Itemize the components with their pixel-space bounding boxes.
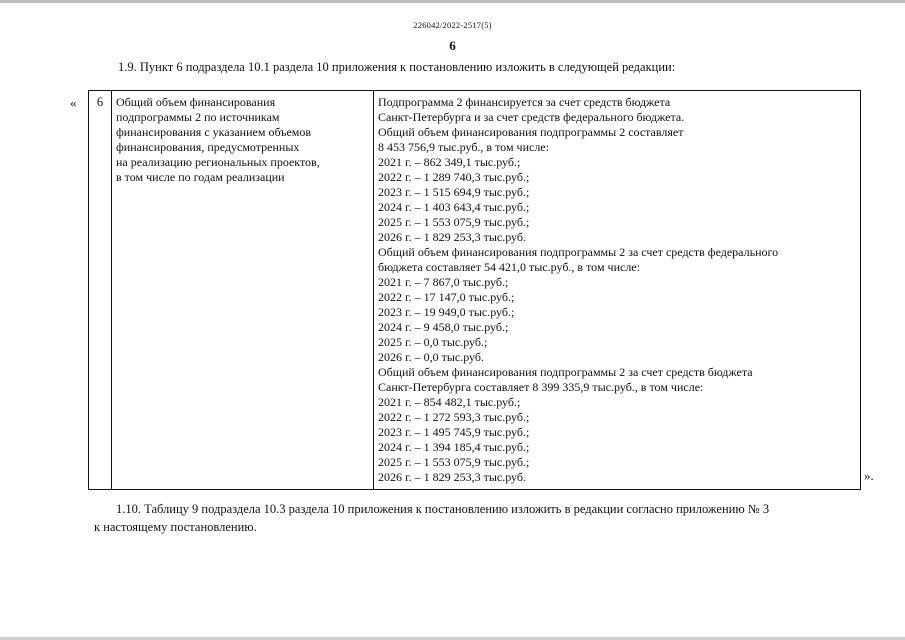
content-line: 2025 г. – 1 553 075,9 тыс.руб.; [378, 215, 530, 229]
page-number: 6 [449, 38, 456, 53]
content-line: Санкт-Петербурга составляет 8 399 335,9 тыс.руб., в том числе: [378, 380, 704, 394]
label-line: финансирования, предусмотренных [116, 140, 300, 154]
outro-line-1: 1.10. Таблицу 9 подраздела 10.3 раздела 10 приложения к постановлению изложить в редакции согласно приложению № 3 [116, 502, 770, 516]
content-line: 2021 г. – 7 867,0 тыс.руб.; [378, 275, 509, 289]
content-line: 2023 г. – 1 495 745,9 тыс.руб.; [378, 425, 530, 439]
label-line: в том числе по годам реализации [116, 170, 285, 184]
scan-top-edge [0, 0, 905, 3]
label-line: финансирования с указанием объемов [116, 125, 312, 139]
content-line: 2023 г. – 19 949,0 тыс.руб.; [378, 305, 515, 319]
financing-table [88, 90, 861, 490]
opening-quote: « [70, 95, 77, 110]
document-code: 226042/2022-2517(5) [413, 20, 492, 30]
label-text [116, 95, 369, 185]
content-line: Подпрограмма 2 финансируется за счет средств бюджета [378, 95, 671, 109]
content-line: 2026 г. – 0,0 тыс.руб. [378, 350, 484, 364]
content-line: 2023 г. – 1 515 694,9 тыс.руб.; [378, 185, 530, 199]
label-line: Общий объем финансирования [116, 95, 276, 109]
content-line: 2021 г. – 862 349,1 тыс.руб.; [378, 155, 521, 169]
content-text [378, 95, 856, 485]
intro-paragraph: 1.9. Пункт 6 подраздела 10.1 раздела 10 приложения к постановлению изложить в следующей редакции: [118, 60, 676, 74]
row-number-cell: 6 [89, 91, 112, 490]
content-line: 2024 г. – 1 394 185,4 тыс.руб.; [378, 440, 530, 454]
content-line: 2026 г. – 1 829 253,3 тыс.руб. [378, 230, 526, 244]
content-line: 2024 г. – 1 403 643,4 тыс.руб.; [378, 200, 530, 214]
content-line: 2021 г. – 854 482,1 тыс.руб.; [378, 395, 521, 409]
content-line: 2025 г. – 1 553 075,9 тыс.руб.; [378, 455, 530, 469]
content-line: Санкт-Петербурга и за счет средств федерального бюджета. [378, 110, 685, 124]
content-line: 2025 г. – 0,0 тыс.руб.; [378, 335, 488, 349]
content-line: 2022 г. – 1 289 740,3 тыс.руб.; [378, 170, 530, 184]
outro-line-2: к настоящему постановлению. [94, 520, 257, 534]
closing-quote: ». [864, 468, 874, 483]
content-line: бюджета составляет 54 421,0 тыс.руб., в том числе: [378, 260, 640, 274]
content-line: Общий объем финансирования подпрограммы 2 за счет средств федерального [378, 245, 779, 259]
content-line: 2024 г. – 9 458,0 тыс.руб.; [378, 320, 509, 334]
content-line: Общий объем финансирования подпрограммы 2 за счет средств бюджета [378, 365, 753, 379]
table-row [89, 91, 861, 490]
content-line: 2022 г. – 17 147,0 тыс.руб.; [378, 290, 515, 304]
label-line: на реализацию региональных проектов, [116, 155, 320, 169]
content-line: Общий объем финансирования подпрограммы 2 составляет [378, 125, 684, 139]
label-cell [112, 91, 374, 490]
content-line: 2026 г. – 1 829 253,3 тыс.руб. [378, 470, 526, 484]
outro-paragraph [94, 500, 856, 534]
content-line: 2022 г. – 1 272 593,3 тыс.руб.; [378, 410, 530, 424]
content-line: 8 453 756,9 тыс.руб., в том числе: [378, 140, 549, 154]
content-cell [374, 91, 861, 490]
label-line: подпрограммы 2 по источникам [116, 110, 280, 124]
